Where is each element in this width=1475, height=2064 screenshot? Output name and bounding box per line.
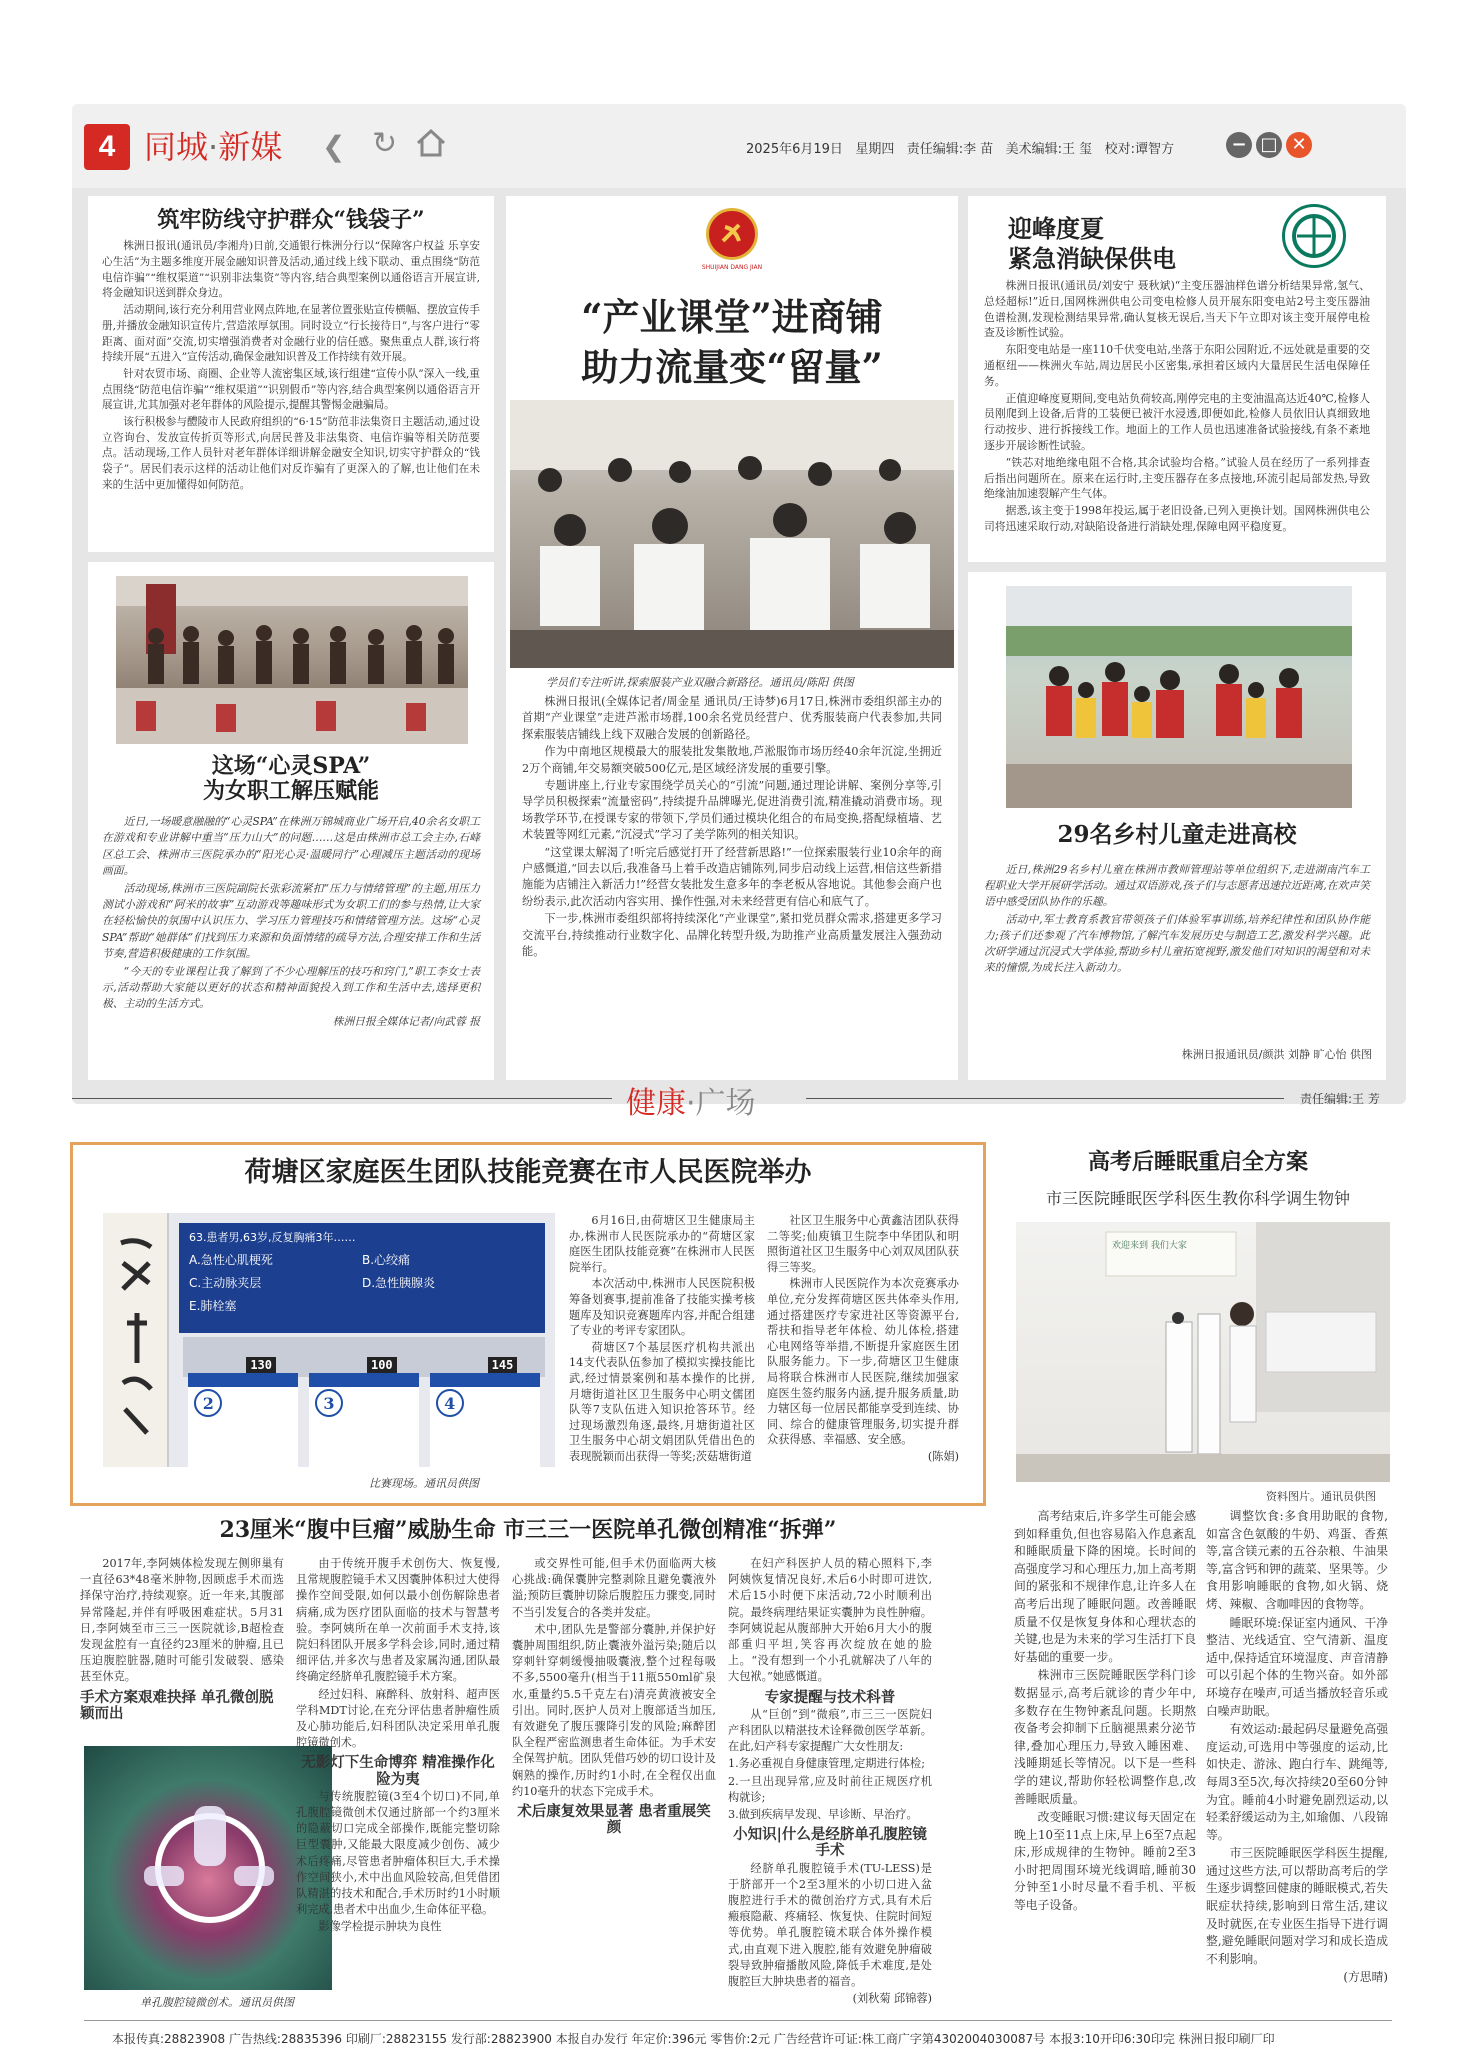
paragraph: 睡眠环境:保证室内通风、干净整洁、光线适宜、空气清新、温度适中,保持适宜环境湿度、声音清静可以引起个体的生物兴奋。如外部环境存在噪声,可适当播放轻音乐或白噪声助眠。 <box>1206 1615 1388 1718</box>
article-title: 迎峰度夏 紧急消缺保供电 <box>1008 214 1176 273</box>
paragraph: 该行积极参与醴陵市人民政府组织的“6·15”防范非法集资日主题活动,通过设立咨询台、发放宣传折页等形式,向居民普及非法集资、电信诈骗等相关防范要点。活动现场,工作人员针对老年群体详细讲解金融安全知识,切实守护群众的“钱袋子”。居民们表示这样的活动让他们对反诈骗有了更深入的了解,也让他们在未来的生活中更加懂得如何防范。 <box>102 416 480 491</box>
paragraph: 活动期间,该行充分利用营业网点阵地,在显著位置张贴宣传横幅、摆放宣传手册,并播放金融知识宣传片,营造浓厚氛围。同时设立“行长接待日”,与客户进行“零距离、面对面”交流,切实增强消费者对金融行业的信任感。聚焦重点人群,该行将持续开展“五进入”宣传活动,确保金融知识普及工作持续有效开展。 <box>102 304 480 364</box>
team-desk: 4 145 <box>430 1373 540 1467</box>
article-industry-class <box>506 196 958 1080</box>
paragraph: 株洲日报讯(通讯员/刘安宁 聂秋斌)“主变压器油样色谱分析结果异常,氢气、总烃超标!”近日,国网株洲供电公司变电检修人员开展东阳变电站2号主变压器油色谱检测,发现检测结果异常,确认复核无误后,当天下午立即对该主变开展停电检查及诊断性试验。 <box>984 279 1370 340</box>
women-workers-photo <box>116 576 468 744</box>
sleep-clinic-photo <box>1016 1222 1390 1482</box>
maximize-icon[interactable]: □ <box>1256 132 1282 158</box>
competition-photo <box>103 1213 555 1467</box>
paragraph: 株洲日报讯(通讯员/李湘舟)日前,交通银行株洲分行以“保障客户权益 乐享安心生活”为主题多维度开展金融知识普及活动,通过线上线下联动、重点围绕“防范电信诈骗”“维权渠道”“识别非法集资”等内容,结合典型案例以通俗语言开展宣讲,将金融知识送到群众身边。 <box>102 240 480 300</box>
subheading: 手术方案艰难抉择 单孔微创脱颖而出 <box>80 1688 274 1722</box>
health-editor: 责任编辑:王 芳 <box>1300 1092 1380 1106</box>
paragraph: 或交界性可能,但手术仍面临两大核心挑战:确保囊肿完整剥除且避免囊液外溢;预防巨囊肿切除后腹腔压力骤变,同时不当引发复合的各类并发症。 <box>512 1557 716 1619</box>
paragraph: 株洲市三医院睡眠医学科门诊数据显示,高考后就诊的青少年中,多数存在生物钟紊乱问题。长期熬夜备考会抑制下丘脑褪黑素分泌节律,叠加心理压力,导致入睡困难、浅睡期延长等情况。以下是一些科学的建议,帮助你轻松调整作息,改善睡眠质量。 <box>1014 1668 1196 1806</box>
paragraph: 活动中,军士教育系教官带领孩子们体验军事训练,培养纪律性和团队协作能力;孩子们还参观了汽车博物馆,了解汽车发展历史与制造工艺,激发科学兴趣。此次研学通过沉浸式大学体验,帮助乡村儿童拓宽视野,激发他们对知识的渴望和对未来的憧憬,为成长注入新动力。 <box>984 912 1370 975</box>
paragraph: 在妇产科医护人员的精心照料下,李阿姨恢复情况良好,术后6小时即可进饮,术后15小时便下床活动,72小时顺利出院。最终病理结果证实囊肿为良性肿瘤。李阿姨说起从腹部肿大开始6月大小的腹部重归平坦,笑容再次绽放在她的脸上。“没有想到一个小孔就解决了八年的大包袱。”她感慨道。 <box>728 1557 932 1684</box>
paragraph: 经过妇科、麻醉科、放射科、超声医学科MDT讨论,在充分评估患者肿瘤性质及心肺功能后,妇科团队决定采用单孔腹腔镜微创术。 <box>296 1687 500 1750</box>
paragraph: 下一步,株洲市委组织部将持续深化“产业课堂”,紧扣党员群众需求,搭建更多学习交流平台,持续推动行业数字化、品牌化转型升级,为助推产业高质量发展注入强劲动能。 <box>522 912 942 959</box>
paragraph: 东阳变电站是一座110千伏变电站,坐落于东阳公园附近,不远处就是重要的交通枢纽——株洲火车站,周边居民小区密集,承担着区域内大量居民生活电保障任务。 <box>984 343 1370 388</box>
paragraph: 正值迎峰度夏期间,变电站负荷较高,刚停完电的主变油温高达近40℃,检修人员刚爬到上设备,后背的工装便已被汗水浸透,即便如此,检修人员依旧认真细致地行动按步、进行拆接线工作。地面上的工作人员也迅速准备试验接线,有条不紊地逐步开展诊断性试验。 <box>984 391 1370 452</box>
clinic-sign: 欢迎来到 我们大家 <box>1112 1241 1187 1251</box>
paragraph: 据悉,该主变于1998年投运,属于老旧设备,已列入更换计划。国网株洲供电公司将迅速采取行动,对缺陷设备进行消缺处理,保障电网平稳度夏。 <box>984 504 1370 533</box>
article-family-doctor <box>70 1142 986 1506</box>
paragraph: 针对农贸市场、商圈、企业等人流密集区域,该行组建“宣传小队”深入一线,重点围绕“防范电信诈骗”“维权渠道”“识别假币”等内容,结合典型案例以通俗语言开展宣讲,尤其加强对老年群体的风险提示,提醒其警惕金融骗局。 <box>102 367 480 412</box>
page-number-badge: 4 <box>84 124 130 170</box>
paragraph: 影像学检提示肿块为良性 <box>318 1920 442 1934</box>
tip-item: 2.一旦出现异常,应及时前往正规医疗机构就诊; <box>728 1774 932 1804</box>
byline: 株洲日报全媒体记者/向武蓉 报 <box>332 1014 480 1028</box>
section-title-health: 健康·广场 <box>626 1086 756 1121</box>
paragraph: 2017年,李阿姨体检发现左侧卵巢有一直径63*48毫米肿物,因顾虑手术而选择保守治疗,持续观察。近一年来,其腹部异常隆起,并伴有呼吸困难症状。5月31日,李阿姨至市三三一医院就诊,B超检查发现盆腔有一直径约23厘米的肿瘤,且已压迫腹腔脏器,随时可能引发破裂、感染甚至休克。 <box>80 1557 284 1684</box>
byline: (刘秋菊 邱锦蓉) <box>852 1992 932 2006</box>
paragraph: 改变睡眠习惯:建议每天固定在晚上10至11点上床,早上6至7点起床,形成规律的生物钟。睡前2至3小时把周围环境光线调暗,睡前30分钟至1小时尽量不看手机、平板等电子设备。 <box>1014 1810 1196 1913</box>
paragraph: 株洲日报讯(全媒体记者/周金星 通讯员/王诗梦)6月17日,株洲市委组织部主办的首期“产业课堂”走进芦淞市场群,100余名党员经营户、优秀服装商户代表参加,共同探索服装店铺线上线下双融合发展的创新路径。 <box>522 695 942 741</box>
paragraph: 社区卫生服务中心黄鑫洁团队获得二等奖;仙庾镇卫生院李中华团队和明照街道社区卫生服务中心刘双凤团队获得三等奖。 <box>767 1214 959 1274</box>
paragraph: 活动现场,株洲市三医院副院长张彩流紧扣“压力与情绪管理”的主题,用压力测试小游戏和“阿米的故事”互动游戏等趣味形式为女职工们的参与热情,让大家在轻松愉快的氛围中认识压力、学习压力管理技巧和情绪管理方法。这场“心灵SPA”帮助“她群体”们找到压力来源和负面情绪的疏导方法,合理安排工作和生活节奏,营造积极健康的工作氛围。 <box>102 881 480 961</box>
paragraph: “铁芯对地绝缘电阻不合格,其余试验均合格。”试验人员在经历了一系列排查后指出问题所在。原来在运行时,主变压器存在多点接地,环流引起局部发热,导致绝缘油加速裂解产生气体。 <box>984 455 1370 501</box>
paragraph: 高考结束后,许多学生可能会感到如释重负,但也容易陷入作息紊乱和睡眠质量下降的困境。长时间的高强度学习和心理压力,加上高考期间的紧张和不规律作息,让许多人在高考后出现了睡眠问题。改善睡眠质量不仅是恢复身体和心理状态的关键,也是为未来的学习生活打下良好基础的重要一步。 <box>1014 1509 1196 1664</box>
paragraph: 市三医院睡眠医学科医生提醒,通过这些方法,可以帮助高考后的学生逐步调整回健康的睡眠模式,若失眠症状持续,影响到日常生活,建议及时就医,在专业医生指导下进行调整,避免睡眠问题对学习和成长造成不利影响。 <box>1206 1846 1388 1966</box>
paragraph: “这堂课太解渴了!听完后感觉打开了经营新思路!”一位探索服装行业10余年的商户感慨道,“回去以后,我准备马上着手改造店铺陈列,同步启动线上运营,相信这些新措施能为店铺注入新活力!”经营女装批发生意多年的李老板从容地说。其他参会商户也纷纷表示,此次活动内容实用、操作性强,对未来经营更有信心和底气了。 <box>522 845 942 908</box>
paragraph: 术中,团队先是警部分囊肿,并保护好囊肿周围组织,防止囊液外溢污染;随后以穿刺针穿刺缓慢抽吸囊液,整个过程每吸不多,5500毫升(相当于11瓶550ml矿泉水,重量约5.5千克左右)清亮黄液被安全引出。同时,医护人员对上腹部适当加压,有效避免了腹压骤降引发的风险;麻醉团队全程严密监测患者生命体征。为手术安全保驾护航。团队凭借巧妙的切口设计及娴熟的操作,历时约1小时,在全程仅出血约10毫升的状态下完成手术。 <box>512 1622 716 1798</box>
article-title: 筑牢防线守护群众“钱袋子” <box>157 207 425 233</box>
paragraph: 株洲市人民医院作为本次竞赛承办单位,充分发挥荷塘区医共体牵头作用,通过搭建医疗专家进社区等资源平台,帮扶和指导老年体检、幼儿体检,搭建心电网络等举措,不断提升家庭医生团队服务能力。下一步,荷塘区卫生健康局将联合株洲市人民医院,继续加强家庭医生签约服务内涵,提升服务质量,助力辖区每一位居民都能享受到连续、协同、综合的健康管理服务,切实提升群众获得感、幸福感、安全感。 <box>767 1277 959 1447</box>
paragraph: 本次活动中,株洲市人民医院积极筹备划赛事,提前准备了技能实操考核题库及知识竞赛题库内容,并配合组建了专业的考评专家团队。 <box>569 1277 755 1338</box>
children-visit-photo <box>1006 586 1352 808</box>
article-title: 23厘米“腹中巨瘤”威胁生命 市三三一医院单孔微创精准“拆弹” <box>219 1517 837 1543</box>
paragraph: 与传统腹腔镜(3至4个切口)不同,单孔腹腔镜微创术仅通过脐部一个约3厘米的隐蔽切口完成全部操作,既能完整切除巨型囊肿,又能最大限度减少创伤、减少术后疼痛,尽管患者肿瘤体积巨大,手术操作空间狭小,术中出血风险较高,但凭借团队精湛的技术和配合,手术历时约1小时顺利完成,患者术中出血少,生命体征平稳。 <box>296 1789 500 1917</box>
home-icon[interactable] <box>414 126 448 164</box>
paragraph: 由于传统开腹手术创伤大、恢复慢,且常规腹腔镜手术又因囊肿体积过大使得操作空间受限,如何以最小创伤解除患者病痛,成为医疗团队面临的技术与智慧考验。李阿姨所在单一次前面手术支持,该院妇科团队开展多学科会诊,同时,通过精细评估,并多次与患者及家属沟通,团队最终确定经脐单孔腹腔镜手术方案。 <box>296 1557 500 1684</box>
refresh-icon[interactable]: ↻ <box>372 126 398 161</box>
article-subtitle: 市三医院睡眠医学科医生教你科学调生物钟 <box>1045 1189 1350 1208</box>
calligraphy-banner <box>103 1213 169 1467</box>
quiz-screen: 63.患者男,63岁,反复胸痛3年…… A.急性心肌梗死 B.心绞痛 C.主动脉夹层 D.急性胰腺炎 E.肺栓塞 <box>179 1223 545 1333</box>
paragraph: 经脐单孔腹腔镜手术(TU-LESS)是于脐部开一个2至3厘米的小切口进入盆腹腔进行手术的微创治疗方式,具有术后瘢痕隐蔽、疼痛轻、恢复快、住院时间短等优势。单孔腹腔镜术联合体外操作模式,由直观下进入腹腔,能有效避免肿瘤破裂导致肿瘤播散风险,降低手术难度,是处腹腔巨大肿块患者的福音。 <box>728 1861 932 1989</box>
paragraph: 从“巨创”到“微痕”,市三三一医院妇产科团队以精湛技术诠释微创医学革新。在此,妇产科专家提醒广大女性朋友: <box>728 1707 932 1754</box>
paragraph: 荷塘区7个基层医疗机构共派出14支代表队伍参加了模拟实操技能比武,经过情景案例和基本操作的比拼,月塘街道社区卫生服务中心明文儒团队等7支队伍进入知识抢答环节。经过现场激烈角逐,最终,月塘街道社区卫生服务中心胡文娟团队凭借出色的表现脱颖而出获得一等奖;茨菇塘街道 <box>569 1340 755 1463</box>
divider <box>806 1098 1284 1099</box>
photo-caption: 学员们专注听讲,探索服装产业双融合新路径。通讯员/陈阳 供图 <box>546 676 854 689</box>
divider <box>72 1098 612 1099</box>
photo-caption: 单孔腹腔镜微创术。通讯员供图 <box>140 1996 294 2009</box>
classroom-photo <box>510 400 954 668</box>
subheading: 无影灯下生命博弈 精准操作化险为夷 <box>301 1754 495 1788</box>
paragraph: 近日,一场暖意融融的“心灵SPA”在株洲万锦城商业广场开启,40余名女职工在游戏和专业讲解中重当“压力山大”的问题……这是由株洲市总工会主办,石峰区总工会、株洲市三医院承办的“阳光心灵·温暖同行”心理减压主题活动的现场画面。 <box>102 815 480 878</box>
article-title: 高考后睡眠重启全方案 <box>1087 1149 1308 1175</box>
paragraph: 调整饮食:多食用助眠的食物,如富含色氨酸的牛奶、鸡蛋、香蕉等,富含镁元素的五谷杂粮、牛油果等,富含钙和钾的蔬菜、坚果等。少食用影响睡眠的食物,如火锅、烧烤、辣椒、含咖啡因的食物等。 <box>1206 1509 1388 1611</box>
subheading: 专家提醒与技术科普 <box>764 1688 896 1706</box>
article-title: “产业课堂”进商铺 助力流量变“留量” <box>581 295 883 389</box>
divider <box>84 2020 1392 2021</box>
section-title: 同城·新媒 <box>144 128 283 166</box>
tip-item: 1.务必重视自身健康管理,定期进行体检; <box>728 1757 926 1771</box>
subheading: 术后康复效果显著 患者重展笑颜 <box>517 1803 711 1837</box>
article-money-safety <box>88 196 494 552</box>
paragraph: “今天的专业课程让我了解到了不少心理解压的技巧和窍门,”职工李女士表示,活动帮助大家能以更好的状态和精神面貌投入到工作和生活中去,选择更积极、主动的生活方式。 <box>102 964 480 1011</box>
paragraph: 专题讲座上,行业专家围绕学员关心的“引流”问题,通过理论讲解、案例分享等,引导学员积极探索“流量密码”,持续提升品牌曝光,促进消费引流,精准撬动消费市场。现场教学环节,在授课专家的带领下,学员们通过模块化组合的布局变换,搭配绿植墙、艺术装置等网红元素,“沉浸式”学习了美学陈列的相关知识。 <box>522 779 942 842</box>
back-icon[interactable]: ❮ <box>322 130 346 163</box>
byline: (陈娟) <box>927 1449 959 1463</box>
paragraph: 6月16日,由荷塘区卫生健康局主办,株洲市人民医院承办的“荷塘区家庭医生团队技能竞赛”在株洲市人民医院举行。 <box>569 1214 755 1274</box>
article-mental-spa <box>88 562 494 1080</box>
state-grid-logo <box>1282 204 1346 268</box>
surgery-photo <box>84 1746 332 1990</box>
photo-caption: 比赛现场。通讯员供图 <box>369 1477 479 1490</box>
team-desk: 3 100 <box>309 1373 419 1467</box>
close-icon[interactable]: ✕ <box>1286 132 1312 158</box>
paragraph: 有效运动:最起码尽量避免高强度运动,可选用中等强度的运动,比如快走、游泳、跑白行车、跳绳等,每周3至5次,每次持续20至60分钟为宜。睡前4小时避免剧烈运动,以轻柔舒缓运动为主,如瑜伽、八段锦等。 <box>1206 1722 1388 1842</box>
article-power-supply <box>968 196 1386 562</box>
article-title: 这场“心灵SPA” 为女职工解压赋能 <box>202 753 379 805</box>
article-rural-children <box>968 572 1386 1080</box>
article-title: 29名乡村儿童走进高校 <box>1057 821 1297 848</box>
paragraph: 作为中南地区规模最大的服装批发集散地,芦淞服饰市场历经40余年沉淀,坐拥近2万个商铺,年交易额突破500亿元,是区域经济发展的重要引擎。 <box>522 745 942 775</box>
photo-caption: 资料图片。通讯员供图 <box>1266 1490 1376 1503</box>
footer-info: 本报传真:28823908 广告热线:28835396 印刷厂:28823155 发行部:28823900 本报自办发行 年定价:396元 零售价:2元 广告经营许可证:株工商广字第4302004030087号 本报3:10开印6:30印完 株洲日报印刷厂印 <box>112 2032 1275 2046</box>
team-desk: 2 130 <box>188 1373 298 1467</box>
byline: 株洲日报通讯员/颜洪 刘静 旷心怡 供图 <box>1181 1048 1372 1061</box>
logo-caption: SHUIJIAN DANG JIAN <box>701 264 763 271</box>
article-title: 荷塘区家庭医生团队技能竞赛在市人民医院举办 <box>244 1157 812 1188</box>
byline: (方思晴) <box>1343 1970 1388 1985</box>
party-logo <box>706 208 758 260</box>
subheading: 小知识|什么是经脐单孔腹腔镜手术 <box>733 1826 927 1860</box>
paragraph: 近日,株洲29名乡村儿童在株洲市教师管理站等单位组织下,走进湖南汽车工程职业大学开展研学活动。通过双语游戏,孩子们与志愿者迅速拉近距离,在欢声笑语中感受团队协作的乐趣。 <box>984 863 1370 909</box>
issue-meta: 2025年6月19日 星期四 责任编辑:李 苗 美术编辑:王 玺 校对:谭智方 <box>746 142 1174 157</box>
minimize-icon[interactable]: − <box>1226 132 1252 158</box>
tip-item: 3.做到疾病早发现、早诊断、早治疗。 <box>728 1808 918 1822</box>
